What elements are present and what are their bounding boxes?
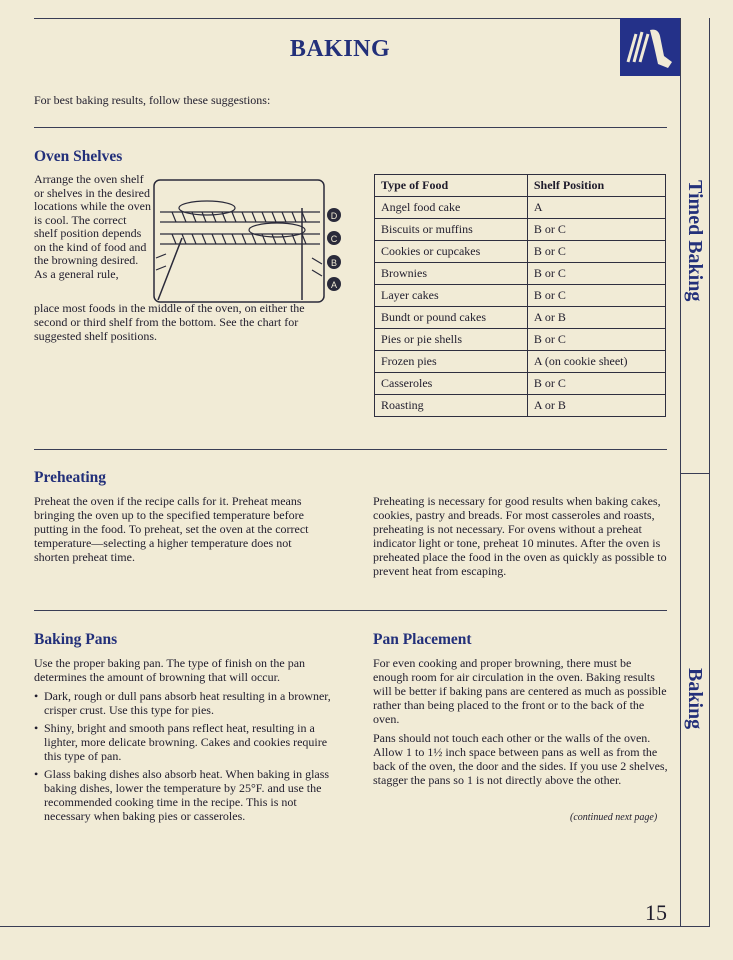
page-number: 15 (645, 900, 667, 925)
divider (34, 449, 667, 450)
shelf-label-b: B (330, 258, 338, 268)
food-cell: Casseroles (375, 373, 528, 395)
pan-placement-body (373, 656, 669, 792)
position-cell: B or C (527, 329, 665, 351)
oven-shelves-heading: Oven Shelves (34, 148, 123, 165)
table-row (375, 197, 666, 219)
page-title: BAKING (289, 36, 391, 62)
table-row (375, 219, 666, 241)
table-header-position: Shelf Position (527, 175, 665, 197)
list-item: • Glass baking dishes also absorb heat. When baking in glass baking dishes, lower the temperature by 25°F. and use the recommended cooking time in the recipe. This is not necessary when baking pies or casseroles. (34, 767, 334, 823)
table-row (375, 373, 666, 395)
shelf-position-table (374, 174, 666, 417)
food-cell: Biscuits or muffins (375, 219, 528, 241)
table-header-row (375, 175, 666, 197)
table-row (375, 307, 666, 329)
food-cell: Angel food cake (375, 197, 528, 219)
position-cell: B or C (527, 373, 665, 395)
food-cell: Pies or pie shells (375, 329, 528, 351)
oven-shelf-diagram (152, 178, 347, 306)
oven-shelves-text-continued: place most foods in the middle of the oven, on either the second or third shelf from the bottom. See the chart for suggested shelf positions. (34, 301, 305, 343)
position-cell: A (on cookie sheet) (527, 351, 665, 373)
preheating-left-text: Preheat the oven if the recipe calls for it. Preheat means bringing the oven up to the specified temperature before putting in the food. To preheat, set the oven at the correct temperature—selecting a higher temperature does not shorten preheat time. (34, 494, 309, 564)
continued-note: (continued next page) (570, 812, 658, 823)
side-tab-band (680, 18, 710, 926)
table-row (375, 285, 666, 307)
table-row (375, 395, 666, 417)
food-cell: Roasting (375, 395, 528, 417)
position-cell: B or C (527, 263, 665, 285)
baking-pans-intro: Use the proper baking pan. The type of finish on the pan determines the amount of browning that will occur. (34, 656, 306, 684)
food-cell: Brownies (375, 263, 528, 285)
intro-text: For best baking results, follow these suggestions: (34, 93, 271, 107)
baking-pans-list (34, 689, 334, 823)
table-row (375, 351, 666, 373)
tab-timed-baking[interactable]: Timed Baking (684, 180, 706, 302)
position-cell: A or B (527, 395, 665, 417)
side-tab-separator (680, 473, 710, 474)
list-item: • Dark, rough or dull pans absorb heat resulting in a browner, crisper crust. Use this type for pies. (34, 689, 334, 717)
divider (34, 127, 667, 128)
top-rule (34, 18, 624, 19)
position-cell: B or C (527, 219, 665, 241)
position-cell: B or C (527, 241, 665, 263)
shelf-label-c: C (330, 234, 338, 244)
pan-placement-p2: Pans should not touch each other or the walls of the oven. Allow 1 to 1½ inch space between pans as well as from the back of the oven, the door and the sides. If you use 2 shelves, stagger the pans so 1 is not directly above the other. (373, 731, 668, 787)
oven-shelves-text: Arrange the oven shelf or shelves in the desired locations while the oven is cool. The correct shelf position depends on the kind of food and the browning desired. As a general rule, (34, 172, 151, 281)
position-cell: A (527, 197, 665, 219)
divider (34, 610, 667, 611)
pan-placement-heading: Pan Placement (373, 631, 472, 648)
shelf-label-a: A (330, 280, 338, 290)
shelf-position-labels (327, 208, 341, 291)
bottom-rule (0, 926, 710, 927)
position-cell: B or C (527, 285, 665, 307)
list-item: • Shiny, bright and smooth pans reflect heat, resulting in a lighter, more delicate browning. Cakes and cookies require this type of pan. (34, 721, 334, 763)
food-cell: Frozen pies (375, 351, 528, 373)
food-cell: Cookies or cupcakes (375, 241, 528, 263)
food-cell: Layer cakes (375, 285, 528, 307)
table-row (375, 241, 666, 263)
table-row (375, 263, 666, 285)
shelf-label-d: D (330, 211, 338, 221)
food-cell: Bundt or pound cakes (375, 307, 528, 329)
baking-pans-body (34, 656, 334, 827)
position-cell: A or B (527, 307, 665, 329)
preheating-right-text: Preheating is necessary for good results when baking cakes, cookies, pastry and breads. For most casseroles and roasts, preheating is not necessary. For ovens without a preheat indicator light or tone, preheat 10 minutes. After the oven is preheated place the food in the oven as quickly as possible to prevent heat from escaping. (373, 494, 667, 578)
table-row (375, 329, 666, 351)
baking-pans-heading: Baking Pans (34, 631, 118, 648)
tab-baking[interactable]: Baking (684, 668, 706, 730)
pan-placement-p1: For even cooking and proper browning, there must be enough room for air circulation in the oven. Baking results will be better if baking pans are centered as much as possible rather than being placed to the front or to the back of the oven. (373, 656, 667, 726)
preheating-heading: Preheating (34, 469, 107, 486)
table-header-food: Type of Food (375, 175, 528, 197)
